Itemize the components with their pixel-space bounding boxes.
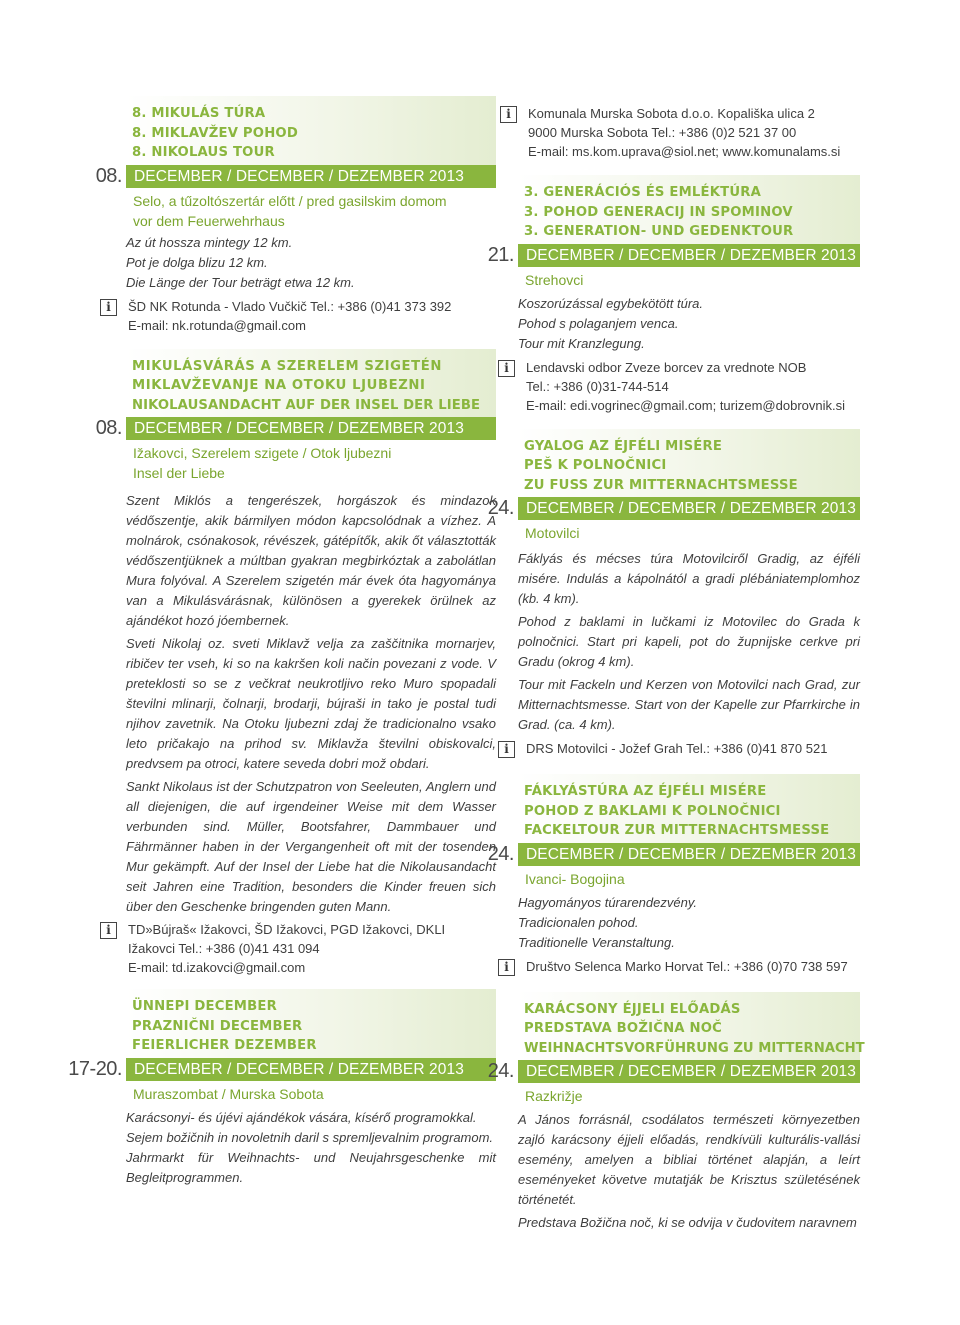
info-icon: i [100, 922, 117, 939]
event-title-block [518, 175, 860, 244]
event-title-block [126, 96, 496, 165]
event-date-bar [95, 417, 496, 440]
event-date: DECEMBER / DECEMBER / DEZEMBER 2013 [134, 167, 464, 185]
event-title-block [126, 349, 496, 418]
komunala-contact [500, 104, 860, 161]
event-day: 08. [95, 417, 122, 439]
event-day: 17-20. [68, 1057, 122, 1080]
description-line: Pohod s polaganjem venca. [518, 315, 679, 331]
event-place [126, 191, 496, 231]
event-date-bar [487, 497, 860, 520]
contact-line: Komunala Murska Sobota d.o.o. Kopališka ulica 2 [528, 106, 815, 121]
event-faklyastura [487, 774, 860, 976]
info-icon: i [100, 299, 117, 316]
event-date-bar [68, 1057, 496, 1081]
event-title: 3. GENERÁCIÓS ÉS EMLÉKTÚRA [524, 185, 762, 200]
event-title: MIKULÁSVÁRÁS A SZERELEM SZIGETÉN [132, 358, 442, 374]
description-line: Pot je dolga blizu 12 km. [126, 254, 268, 270]
event-date: DECEMBER / DECEMBER / DEZEMBER 2013 [526, 1063, 856, 1080]
contact-email[interactable]: E-mail: edi.vogrinec@gmail.com; turizem@dobrovnik.si [526, 397, 845, 413]
event-title: PEŠ K POLNOČNICI [524, 458, 667, 473]
contact-email[interactable]: E-mail: ms.kom.uprava@siol.net; www.komunalams.si [528, 144, 841, 159]
event-place: Strehovci [525, 271, 584, 288]
event-place: Motovilci [525, 525, 580, 541]
description-line: Die Länge der Tour beträgt etwa 12 km. [126, 274, 355, 290]
event-place: Ivanci- Bogojina [525, 870, 625, 887]
event-title: GYALOG AZ ÉJFÉLI MISÉRE [524, 438, 723, 454]
event-description [126, 491, 496, 917]
event-place-line: Ižakovci, Szerelem szigete / Otok ljubezni [133, 445, 392, 461]
description-paragraph: Tour mit Fackeln und Kerzen von Motovilci nach Grad, zur Mitternachtsmesse. Start von der Kapelle zur Pfarrkirche in Grad. (ca. 4 km). [518, 677, 860, 732]
event-date: DECEMBER / DECEMBER / DEZEMBER 2013 [526, 845, 856, 863]
event-title: PRAZNIČNI DECEMBER [132, 1018, 303, 1034]
event-day: 08. [95, 164, 122, 187]
event-generacios-emlektura [487, 175, 860, 415]
info-icon: i [498, 360, 515, 377]
description-paragraph: A János forrásnál, csodálatos természeti környezetben zajló karácsony éjjeli előadás, rendkívüli kulturális-vallási esemény, amelyen a bibliai történet alapján, a leírt eseményeket követve mutatják be Krisztus születésének történetét. [518, 1112, 860, 1207]
event-contact [498, 957, 860, 976]
event-day: 24. [487, 842, 514, 865]
description-paragraph: Fáklyás és mécses túra Motovilciről Gradig, az éjféli misére. Indulás a kápolnától a gradi plébániatemplomhoz (kb. 4 km). [518, 551, 860, 606]
event-title: MIKLAVŽEVANJE NA OTOKU LJUBEZNI [132, 378, 426, 393]
description-paragraph: Predstava Božična noč, ki se odvija v čudovitem naravnem [518, 1215, 857, 1230]
event-title: KARÁCSONY ÉJJELI ELŐADÁS [524, 1001, 741, 1017]
description-line: Karácsonyi- és újévi ajándékok vására, kísérő programokkal. [126, 1109, 477, 1125]
description-line: Jahrmarkt für Weihnachts- und Neujahrsgeschenke mit Begleitprogrammen. [126, 1149, 496, 1185]
event-place: Razkrižje [525, 1088, 583, 1104]
event-title-block [126, 989, 496, 1058]
description-paragraph: Sveti Nikolaj oz. sveti Miklavž velja za zaščitnika mornarjev, ribičev ter vseh, ki so na kakršen koli način povezani z vode. V preteklosti so se z večkrat neukrotljivo reko Muro spopadali številni mlinarji, čolnarji, brodarji, bújraši in tako je postal tudi njihov zavetnik. Na Otoku ljubezni zdaj že tradicionalno vsako leto pričakajo na prihod sv. Miklavža številni obiskovalci, predvsem pa otroci, katere seveda dobri mož obdari. [126, 636, 496, 771]
event-title: 8. MIKLAVŽEV POHOD [132, 125, 298, 141]
event-mikulas-tura [95, 96, 496, 335]
event-title: PREDSTAVA BOŽIČNA NOČ [524, 1021, 723, 1036]
contact-line: Ižakovci Tel.: +386 (0)41 431 094 [128, 941, 320, 956]
event-date-bar [487, 243, 860, 267]
event-contact [100, 297, 496, 335]
event-title-block [518, 774, 860, 843]
event-title-block [518, 429, 860, 498]
right-column [487, 104, 865, 1236]
event-description [518, 1110, 860, 1233]
event-title: POHOD Z BAKLAMI K POLNOČNICI [524, 803, 781, 819]
description-line: Tradicionalen pohod. [518, 914, 639, 930]
event-title: 8. NIKOLAUS TOUR [132, 145, 275, 160]
contact-line: ŠD NK Rotunda - Vlado Vučkič Tel.: +386 (0)41 373 392 [128, 298, 452, 314]
event-title: 3. GENERATION- UND GEDENKTOUR [524, 224, 794, 239]
description-line: Tour mit Kranzlegung. [518, 335, 645, 351]
event-place-line: Insel der Liebe [133, 465, 225, 481]
event-title: ZU FUSS ZUR MITTERNACHTSMESSE [524, 477, 798, 493]
event-place: Muraszombat / Murska Sobota [133, 1085, 324, 1102]
event-contact [498, 739, 860, 758]
event-title: ÜNNEPI DECEMBER [132, 999, 277, 1014]
description-line: Az út hossza mintegy 12 km. [126, 234, 293, 250]
contact-line: DRS Motovilci - Jožef Grah Tel.: +386 (0)41 870 521 [526, 741, 828, 756]
event-title-block [518, 992, 865, 1061]
event-place-line: Selo, a tűzoltószertár előtt / pred gasilskim domom [133, 192, 447, 209]
description-paragraph: Pohod z baklami in lučkami iz Motovilec do Grada k polnočnici. Start pri kapeli, pot do župnijske cerkve pri Gradu (okrog 4 km). [518, 614, 860, 669]
event-date-bar [95, 164, 496, 188]
event-title: 3. POHOD GENERACIJ IN SPOMINOV [524, 204, 793, 220]
event-title: NIKOLAUSANDACHT AUF DER INSEL DER LIEBE [132, 397, 481, 413]
event-date-bar [487, 842, 860, 866]
contact-line: Društvo Selenca Marko Horvat Tel.: +386 (0)70 738 597 [526, 958, 848, 974]
event-title: FACKELTOUR ZUR MITTERNACHTSMESSE [524, 823, 830, 838]
event-date: DECEMBER / DECEMBER / DEZEMBER 2013 [134, 420, 464, 437]
event-day: 21. [487, 243, 514, 266]
contact-line: TD»Bújraš« Ižakovci, ŠD Ižakovci, PGD Ižakovci, DKLI [128, 922, 446, 937]
event-description [518, 549, 860, 735]
event-date-bar [487, 1060, 860, 1083]
event-title: WEIHNACHTSVORFÜHRUNG ZU MITTERNACHT [524, 1040, 865, 1056]
event-mikulasvaras [95, 349, 496, 978]
event-contact [100, 920, 496, 977]
contact-email[interactable]: E-mail: td.izakovci@gmail.com [128, 960, 306, 975]
description-paragraph: Szent Miklós a tengerészek, horgászok és mindazok védőszentje, akik bármilyen módon kapcsolódnak a vízhez. A molnárok, csónakosok, révészek, gátépítők, akik őt választották védőszentjüknek a múltban gyakran megbirkóztak a zabolátlan Mura folyóval. A Szerelem szigetén már évek óta hagyománya van a Mikulásvárásnak, különösen a gyerekek örülnek az ajándékot hozó jóembernek. [126, 493, 496, 628]
event-title: FEIERLICHER DEZEMBER [132, 1038, 317, 1053]
description-line: Traditionelle Veranstaltung. [518, 934, 675, 950]
event-gyalog-ejfeli-mise [487, 429, 860, 759]
info-icon: i [498, 959, 515, 976]
event-place-line: vor dem Feuerwehrhaus [133, 212, 285, 229]
description-line: Koszorúzással egybekötött túra. [518, 295, 703, 311]
event-day: 24. [487, 497, 514, 519]
contact-line: Lendavski odbor Zveze borcev za vrednote NOB [526, 359, 807, 375]
info-icon: i [500, 106, 517, 123]
event-unnepi-december [68, 989, 496, 1188]
event-description [518, 893, 860, 953]
event-day: 24. [487, 1060, 514, 1082]
event-date: DECEMBER / DECEMBER / DEZEMBER 2013 [526, 500, 856, 517]
event-description [126, 1108, 496, 1188]
contact-line: Tel.: +386 (0)31-744-514 [526, 378, 669, 394]
contact-email[interactable]: E-mail: nk.rotunda@gmail.com [128, 317, 306, 333]
description-line: Sejem božičnih in novoletnih daril s spremljevalnim programom. [126, 1129, 494, 1145]
event-karacsony-ejjeli-eloadas [487, 992, 865, 1234]
event-title: 8. MIKULÁS TÚRA [132, 106, 266, 121]
event-date: DECEMBER / DECEMBER / DEZEMBER 2013 [526, 246, 856, 264]
event-description [126, 233, 496, 293]
description-line: Hagyományos túrarendezvény. [518, 894, 697, 910]
description-paragraph: Sankt Nikolaus ist der Schutzpatron von Seeleuten, Anglern und all diejenigen, die auf irgendeiner Weise mit dem Wasser verbunden sind. Müller, Bootsfahrer, Dammbauer und Fährmänner haben in der Vergangenheit oft mit der tosenden Mur gekämpft. Auf der Insel der Liebe hat die Nikolausandacht seit Jahren eine Tradition, besonders die Kinder freuen sich über den Geschenke bringenden guten Mann. [126, 779, 496, 914]
event-contact [498, 358, 860, 415]
event-description [518, 294, 860, 354]
contact-line: 9000 Murska Sobota Tel.: +386 (0)2 521 37 00 [528, 125, 797, 140]
info-icon: i [498, 741, 515, 758]
left-column [68, 96, 496, 1188]
event-date: DECEMBER / DECEMBER / DEZEMBER 2013 [134, 1060, 464, 1078]
event-title: FÁKLYÁSTÚRA AZ ÉJFÉLI MISÉRE [524, 784, 767, 799]
event-place [126, 443, 496, 483]
